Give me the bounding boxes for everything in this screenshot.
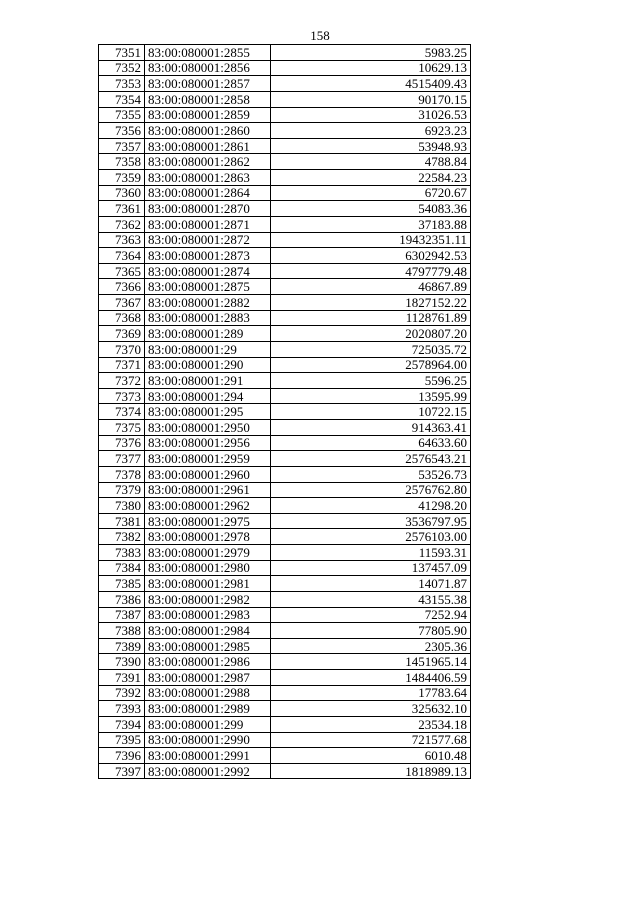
value-cell: 2576762.80	[271, 482, 471, 498]
table-row	[99, 451, 471, 467]
row-number-cell: 7392	[99, 685, 145, 701]
cadastral-number-cell: 83:00:080001:2860	[145, 123, 271, 139]
row-number-cell: 7361	[99, 201, 145, 217]
row-number-cell: 7394	[99, 716, 145, 732]
cadastral-number-cell: 83:00:080001:290	[145, 357, 271, 373]
row-number-cell: 7351	[99, 45, 145, 61]
row-number-cell: 7382	[99, 529, 145, 545]
table-row	[99, 482, 471, 498]
cadastral-number-cell: 83:00:080001:2870	[145, 201, 271, 217]
cadastral-number-cell: 83:00:080001:2961	[145, 482, 271, 498]
table-row	[99, 248, 471, 264]
table-row	[99, 232, 471, 248]
cadastral-number-cell: 83:00:080001:2883	[145, 310, 271, 326]
row-number-cell: 7371	[99, 357, 145, 373]
cadastral-number-cell: 83:00:080001:2956	[145, 435, 271, 451]
value-cell: 53526.73	[271, 466, 471, 482]
row-number-cell: 7372	[99, 373, 145, 389]
cadastral-number-cell: 83:00:080001:2862	[145, 154, 271, 170]
table-row	[99, 701, 471, 717]
value-cell: 64633.60	[271, 435, 471, 451]
value-cell: 14071.87	[271, 576, 471, 592]
cadastral-number-cell: 83:00:080001:2875	[145, 279, 271, 295]
table-row	[99, 623, 471, 639]
table-row	[99, 201, 471, 217]
table-row	[99, 279, 471, 295]
value-cell: 53948.93	[271, 138, 471, 154]
cadastral-number-cell: 83:00:080001:2985	[145, 638, 271, 654]
table-row	[99, 373, 471, 389]
table-row	[99, 123, 471, 139]
value-cell: 725035.72	[271, 341, 471, 357]
value-cell: 17783.64	[271, 685, 471, 701]
cadastral-number-cell: 83:00:080001:289	[145, 326, 271, 342]
table-row	[99, 107, 471, 123]
row-number-cell: 7373	[99, 388, 145, 404]
value-cell: 1451965.14	[271, 654, 471, 670]
row-number-cell: 7396	[99, 748, 145, 764]
value-cell: 137457.09	[271, 560, 471, 576]
cadastral-number-cell: 83:00:080001:2991	[145, 748, 271, 764]
value-cell: 4788.84	[271, 154, 471, 170]
value-cell: 22584.23	[271, 170, 471, 186]
cadastral-number-cell: 83:00:080001:2975	[145, 513, 271, 529]
value-cell: 325632.10	[271, 701, 471, 717]
value-cell: 6923.23	[271, 123, 471, 139]
row-number-cell: 7397	[99, 763, 145, 779]
table-row	[99, 388, 471, 404]
cadastral-number-cell: 83:00:080001:2992	[145, 763, 271, 779]
row-number-cell: 7390	[99, 654, 145, 670]
row-number-cell: 7387	[99, 607, 145, 623]
cadastral-number-cell: 83:00:080001:299	[145, 716, 271, 732]
table-row	[99, 654, 471, 670]
value-cell: 41298.20	[271, 498, 471, 514]
cadastral-number-cell: 83:00:080001:2980	[145, 560, 271, 576]
row-number-cell: 7368	[99, 310, 145, 326]
row-number-cell: 7364	[99, 248, 145, 264]
row-number-cell: 7379	[99, 482, 145, 498]
table-row	[99, 216, 471, 232]
row-number-cell: 7365	[99, 263, 145, 279]
table-row	[99, 435, 471, 451]
table-row	[99, 748, 471, 764]
cadastral-number-cell: 83:00:080001:2984	[145, 623, 271, 639]
value-cell: 2578964.00	[271, 357, 471, 373]
table-row	[99, 732, 471, 748]
value-cell: 4797779.48	[271, 263, 471, 279]
cadastral-number-cell: 83:00:080001:2864	[145, 185, 271, 201]
value-cell: 5983.25	[271, 45, 471, 61]
value-cell: 1818989.13	[271, 763, 471, 779]
value-cell: 77805.90	[271, 623, 471, 639]
cadastral-number-cell: 83:00:080001:2859	[145, 107, 271, 123]
row-number-cell: 7369	[99, 326, 145, 342]
row-number-cell: 7385	[99, 576, 145, 592]
value-cell: 10722.15	[271, 404, 471, 420]
row-number-cell: 7357	[99, 138, 145, 154]
value-cell: 1128761.89	[271, 310, 471, 326]
table-row	[99, 591, 471, 607]
table-row	[99, 685, 471, 701]
row-number-cell: 7362	[99, 216, 145, 232]
row-number-cell: 7395	[99, 732, 145, 748]
value-cell: 10629.13	[271, 60, 471, 76]
value-cell: 3536797.95	[271, 513, 471, 529]
cadastral-number-cell: 83:00:080001:2979	[145, 545, 271, 561]
row-number-cell: 7381	[99, 513, 145, 529]
table-row	[99, 466, 471, 482]
value-cell: 6720.67	[271, 185, 471, 201]
value-cell: 6302942.53	[271, 248, 471, 264]
row-number-cell: 7378	[99, 466, 145, 482]
table-row	[99, 295, 471, 311]
value-cell: 46867.89	[271, 279, 471, 295]
value-cell: 13595.99	[271, 388, 471, 404]
row-number-cell: 7380	[99, 498, 145, 514]
table-row	[99, 560, 471, 576]
row-number-cell: 7384	[99, 560, 145, 576]
table-row	[99, 326, 471, 342]
row-number-cell: 7358	[99, 154, 145, 170]
cadastral-number-cell: 83:00:080001:2882	[145, 295, 271, 311]
row-number-cell: 7389	[99, 638, 145, 654]
value-cell: 23534.18	[271, 716, 471, 732]
table-row	[99, 716, 471, 732]
row-number-cell: 7352	[99, 60, 145, 76]
row-number-cell: 7354	[99, 91, 145, 107]
value-cell: 11593.31	[271, 545, 471, 561]
value-cell: 914363.41	[271, 420, 471, 436]
table-row	[99, 263, 471, 279]
row-number-cell: 7377	[99, 451, 145, 467]
row-number-cell: 7353	[99, 76, 145, 92]
table-row	[99, 60, 471, 76]
cadastral-number-cell: 83:00:080001:2856	[145, 60, 271, 76]
value-cell: 43155.38	[271, 591, 471, 607]
table-row	[99, 357, 471, 373]
cadastral-number-cell: 83:00:080001:2959	[145, 451, 271, 467]
table-row	[99, 45, 471, 61]
table-row	[99, 138, 471, 154]
table-row	[99, 170, 471, 186]
cadastral-number-cell: 83:00:080001:2874	[145, 263, 271, 279]
cadastral-number-cell: 83:00:080001:294	[145, 388, 271, 404]
cadastral-number-cell: 83:00:080001:291	[145, 373, 271, 389]
row-number-cell: 7359	[99, 170, 145, 186]
table-row	[99, 607, 471, 623]
value-cell: 2020807.20	[271, 326, 471, 342]
table-row	[99, 341, 471, 357]
table-row	[99, 670, 471, 686]
cadastral-number-cell: 83:00:080001:2857	[145, 76, 271, 92]
value-cell: 90170.15	[271, 91, 471, 107]
table-row	[99, 185, 471, 201]
row-number-cell: 7376	[99, 435, 145, 451]
row-number-cell: 7355	[99, 107, 145, 123]
row-number-cell: 7370	[99, 341, 145, 357]
cadastral-number-cell: 83:00:080001:2983	[145, 607, 271, 623]
row-number-cell: 7386	[99, 591, 145, 607]
value-cell: 4515409.43	[271, 76, 471, 92]
value-cell: 19432351.11	[271, 232, 471, 248]
value-cell: 31026.53	[271, 107, 471, 123]
table-row	[99, 529, 471, 545]
row-number-cell: 7375	[99, 420, 145, 436]
row-number-cell: 7374	[99, 404, 145, 420]
row-number-cell: 7360	[99, 185, 145, 201]
table-row	[99, 513, 471, 529]
value-cell: 1484406.59	[271, 670, 471, 686]
table-row	[99, 576, 471, 592]
cadastral-number-cell: 83:00:080001:2981	[145, 576, 271, 592]
row-number-cell: 7367	[99, 295, 145, 311]
cadastral-number-cell: 83:00:080001:2950	[145, 420, 271, 436]
cadastral-number-cell: 83:00:080001:2858	[145, 91, 271, 107]
cadastral-value-table	[98, 44, 471, 779]
row-number-cell: 7393	[99, 701, 145, 717]
value-cell: 6010.48	[271, 748, 471, 764]
page-number: 158	[310, 28, 330, 43]
table-row	[99, 154, 471, 170]
table-body	[99, 45, 471, 779]
table-row	[99, 545, 471, 561]
row-number-cell: 7356	[99, 123, 145, 139]
cadastral-number-cell: 83:00:080001:2986	[145, 654, 271, 670]
cadastral-number-cell: 83:00:080001:2863	[145, 170, 271, 186]
cadastral-number-cell: 83:00:080001:2987	[145, 670, 271, 686]
value-cell: 2576543.21	[271, 451, 471, 467]
cadastral-number-cell: 83:00:080001:2871	[145, 216, 271, 232]
value-cell: 37183.88	[271, 216, 471, 232]
table-row	[99, 638, 471, 654]
row-number-cell: 7363	[99, 232, 145, 248]
cadastral-number-cell: 83:00:080001:2855	[145, 45, 271, 61]
table-row	[99, 76, 471, 92]
cadastral-number-cell: 83:00:080001:2960	[145, 466, 271, 482]
table-row	[99, 91, 471, 107]
cadastral-number-cell: 83:00:080001:2872	[145, 232, 271, 248]
table-row	[99, 420, 471, 436]
cadastral-number-cell: 83:00:080001:295	[145, 404, 271, 420]
cadastral-number-cell: 83:00:080001:29	[145, 341, 271, 357]
row-number-cell: 7366	[99, 279, 145, 295]
value-cell: 2576103.00	[271, 529, 471, 545]
table-row	[99, 310, 471, 326]
value-cell: 721577.68	[271, 732, 471, 748]
value-cell: 2305.36	[271, 638, 471, 654]
table-row	[99, 763, 471, 779]
row-number-cell: 7383	[99, 545, 145, 561]
cadastral-number-cell: 83:00:080001:2982	[145, 591, 271, 607]
table-row	[99, 498, 471, 514]
value-cell: 1827152.22	[271, 295, 471, 311]
value-cell: 54083.36	[271, 201, 471, 217]
cadastral-number-cell: 83:00:080001:2989	[145, 701, 271, 717]
row-number-cell: 7391	[99, 670, 145, 686]
cadastral-number-cell: 83:00:080001:2873	[145, 248, 271, 264]
cadastral-number-cell: 83:00:080001:2962	[145, 498, 271, 514]
row-number-cell: 7388	[99, 623, 145, 639]
value-cell: 7252.94	[271, 607, 471, 623]
value-cell: 5596.25	[271, 373, 471, 389]
cadastral-number-cell: 83:00:080001:2861	[145, 138, 271, 154]
cadastral-number-cell: 83:00:080001:2990	[145, 732, 271, 748]
table-row	[99, 404, 471, 420]
cadastral-number-cell: 83:00:080001:2988	[145, 685, 271, 701]
cadastral-number-cell: 83:00:080001:2978	[145, 529, 271, 545]
